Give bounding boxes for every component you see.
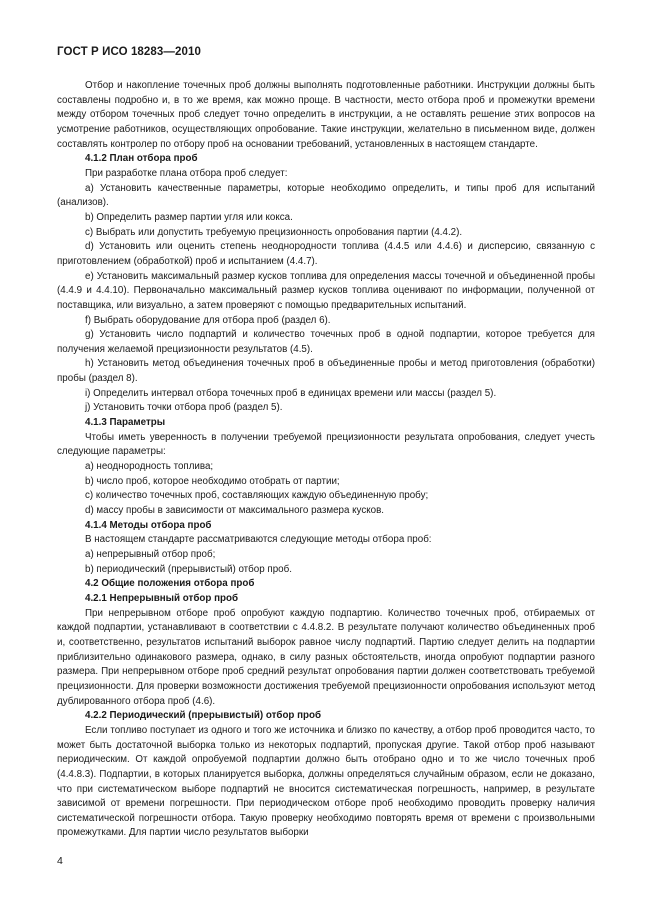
- paragraph: c) количество точечных проб, составляющих каждую объединенную пробу;: [85, 490, 429, 502]
- paragraph: Если топливо поступает из одного и того же источника и близко по качеству, а отбор проб проводится часто, то может быть достаточной выборка только из некоторых подпартий, пропуская другие. Такой отбор проб называют периодическим. От каждой опробуемой подпартии должно быть отобрано одно и то же число точечных проб (4.4.8.3). Подпартии, в которых планируется выборка, должны определяться случайным образом, если не доказано, что при систематическом выборе подпартий не вносится систематическая погрешность, например, в результате зависимой от времени погрешности. При периодическом отборе проб необходимо проводить проверку наличия систематической погрешности отбора. Такую проверку необходимо повторять время от времени с произвольными промежутками. Для партии число результатов выборки: [57, 724, 595, 839]
- paragraph: При разработке плана отбора проб следует:: [85, 167, 288, 179]
- paragraph: h) Установить метод объединения точечных проб в объединенные пробы и метод приготовления (обработки) пробы (раздел 8).: [57, 358, 595, 385]
- section-heading: 4.2.1 Непрерывный отбор проб: [85, 592, 239, 604]
- paragraph: d) массу пробы в зависимости от максимального размера кусков.: [85, 505, 385, 517]
- paragraph: i) Определить интервал отбора точечных проб в единицах времени или массы (раздел 5).: [85, 387, 497, 399]
- paragraph: c) Выбрать или допустить требуемую прецизионность опробования партии (4.4.2).: [85, 226, 463, 238]
- section-heading: 4.2.2 Периодический (прерывистый) отбор проб: [85, 710, 322, 722]
- document-header: ГОСТ Р ИСО 18283—2010: [57, 46, 202, 58]
- paragraph: d) Установить или оценить степень неоднородности топлива (4.4.5 или 4.4.6) и дисперсию, связанную с приготовлением (обработкой) проб и испытанием (4.4.7).: [57, 241, 595, 267]
- paragraph: a) непрерывный отбор проб;: [85, 549, 216, 560]
- section-heading: 4.1.2 План отбора проб: [85, 153, 198, 165]
- paragraph: Чтобы иметь уверенность в получении требуемой прецизионности результата опробования, следует учесть следующие параметры:: [57, 431, 595, 458]
- paragraph: j) Установить точки отбора проб (раздел 5).: [85, 402, 283, 414]
- section-heading: 4.1.3 Параметры: [85, 417, 166, 429]
- paragraph: В настоящем стандарте рассматриваются следующие методы отбора проб:: [85, 534, 432, 546]
- paragraph: b) периодический (прерывистый) отбор проб.: [85, 563, 292, 575]
- section-heading: 4.1.4 Методы отбора проб: [85, 519, 212, 531]
- paragraph: f) Выбрать оборудование для отбора проб (раздел 6).: [85, 314, 331, 326]
- page-number: 4: [57, 855, 63, 867]
- paragraph: b) Определить размер партии угля или кокса.: [85, 211, 293, 223]
- paragraph: a) неоднородность топлива;: [85, 461, 214, 473]
- paragraph: e) Установить максимальный размер кусков топлива для определения массы точечной и объединенной пробы (4.4.9 и 4.4.10). Первоначально максимальный размер кусков топлива оценивают по информации, полученной от поставщика, или визуально, а затем проверяют с помощью предварительных испытаний.: [57, 270, 595, 311]
- paragraph: При непрерывном отборе проб опробуют каждую подпартию. Количество точечных проб, отбираемых от каждой подпартии, устанавливают в соответствии с 4.4.8.2. В результате получают количество объединенных проб и, соответственно, результатов испытаний выборок равное числу подпартий. Партию следует делить на подпартии приблизительно одинакового размера, однако, в силу разных обстоятельств, иногда опробуют подпартии разного размера. При непрерывном отборе проб средний результат опробования партии должен соответствовать требуемой прецизионности. Для проверки возможности достижения требуемой прецизионности опробования используют метод дублированного отбора проб (4.6).: [57, 607, 595, 707]
- section-heading: 4.2 Общие положения отбора проб: [85, 578, 255, 590]
- paragraph: g) Установить число подпартий и количество точечных проб в одной подпартии, которое требуется для получения желаемой прецизионности результатов (4.5).: [57, 329, 595, 355]
- document-body: [57, 79, 595, 841]
- paragraph: Отбор и накопление точечных проб должны выполнять подготовленные работники. Инструкции должны быть составлены подробно и, в то же время, как можно проще. В частности, место отбора проб и промежутки времени между отбором точечных проб следует точно определить в инструкции, а не оставлять решение этих вопросов на усмотрение работников, осуществляющих опробование. Такие инструкции, желательно в письменном виде, должен составлять контролер по отбору проб на основании требований, установленных в настоящем стандарте.: [57, 80, 595, 150]
- paragraph: b) число проб, которое необходимо отобрать от партии;: [85, 475, 340, 487]
- paragraph: a) Установить качественные параметры, которые необходимо определить, и типы проб для испытаний (анализов).: [57, 182, 595, 209]
